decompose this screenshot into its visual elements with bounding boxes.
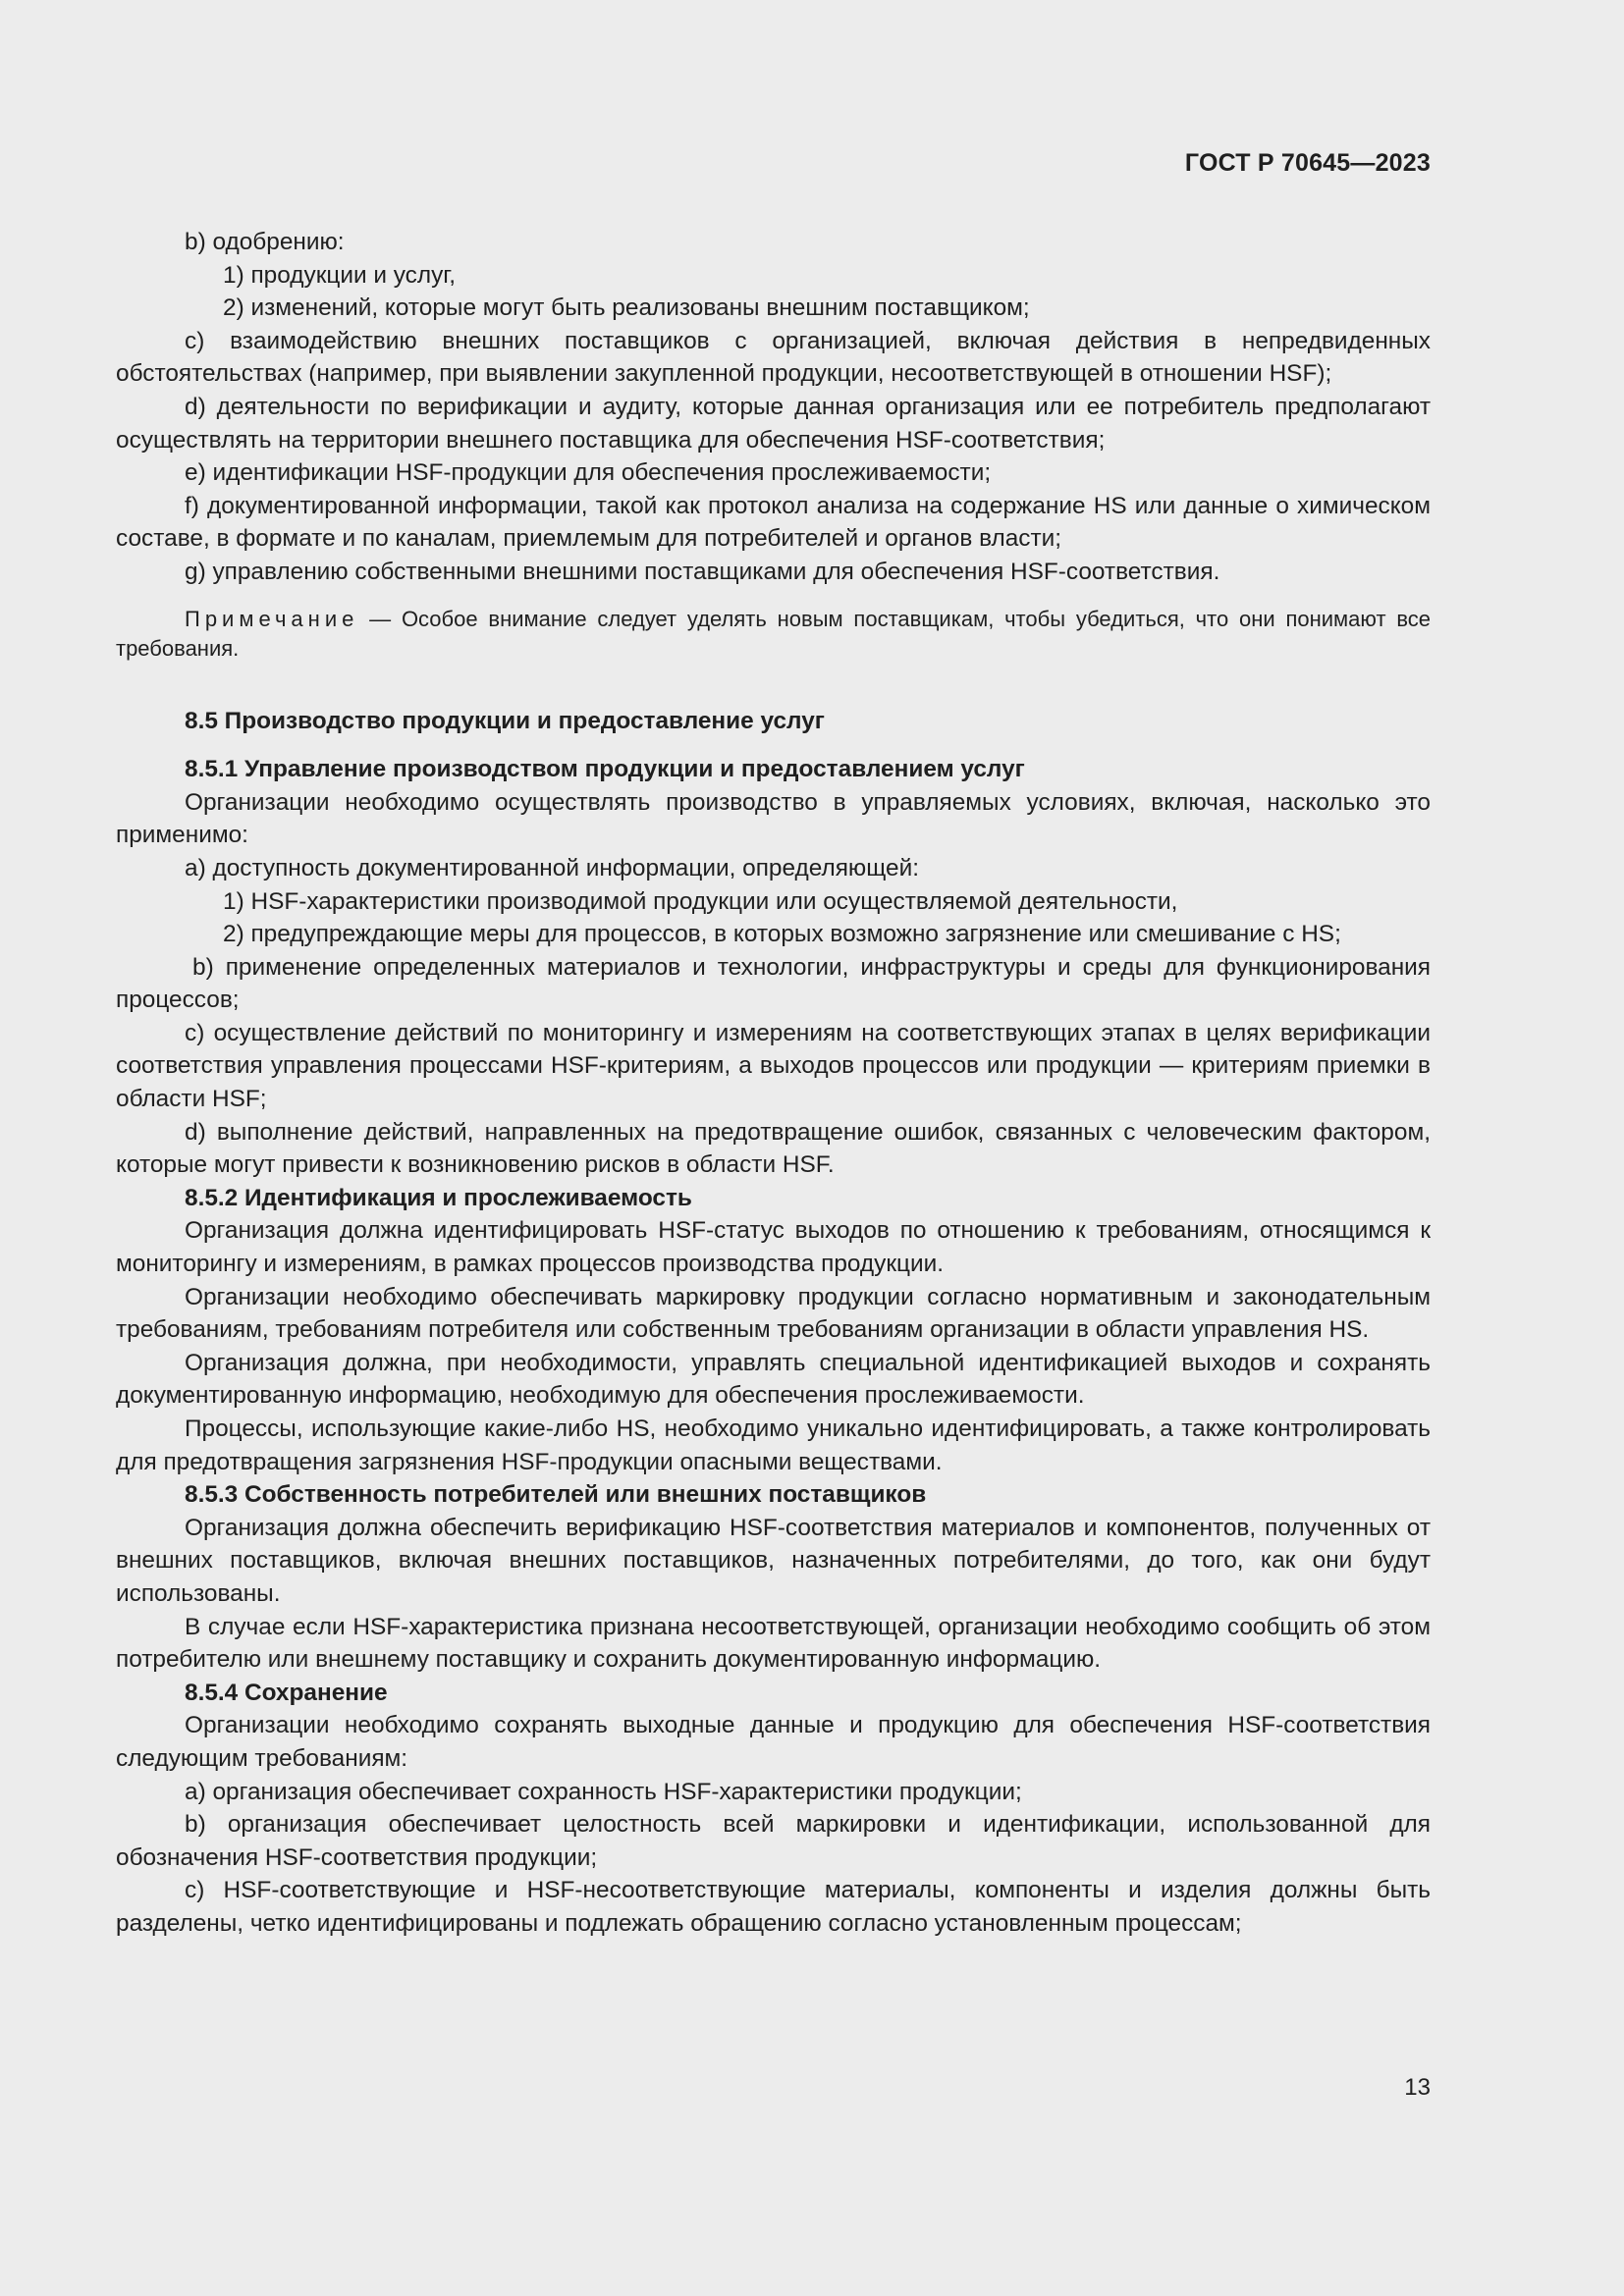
note-text: — Особое внимание следует уделять новым поставщикам, чтобы убедиться, что они понимают все требования.	[116, 606, 1431, 661]
paragraph: a) организация обеспечивает сохранность HSF-характеристики продукции;	[185, 1778, 1022, 1805]
paragraph: b) организация обеспечивает целостность всей маркировки и идентификации, использованной для обозначения HSF-соответствия продукции;	[116, 1811, 1431, 1871]
subsection-heading: 8.5.3 Собственность потребителей или внешних поставщиков	[185, 1481, 927, 1509]
paragraph: c) взаимодействию внешних поставщиков с организацией, включая действия в непредвиденных обстоятельствах (например, при выявлении закупленной продукции, несоответствующей в отношении HSF);	[116, 327, 1431, 388]
section-heading: 8.5 Производство продукции и предоставление услуг	[185, 707, 825, 734]
paragraph: f) документированной информации, такой как протокол анализа на содержание HS или данные о химическом составе, в формате и по каналам, приемлемым для потребителей и органов власти;	[116, 492, 1431, 553]
paragraph: Организации необходимо обеспечивать маркировку продукции согласно нормативным и законодательным требованиям, требованиям потребителя или собственным требованиям организации в области управления HS.	[116, 1283, 1431, 1344]
paragraph: d) выполнение действий, направленных на предотвращение ошибок, связанных с человеческим фактором, которые могут привести к возникновению рисков в области HSF.	[116, 1118, 1431, 1179]
document-header: ГОСТ Р 70645—2023	[1184, 149, 1431, 177]
subsection-heading: 8.5.2 Идентификация и прослеживаемость	[185, 1184, 692, 1211]
paragraph: Организация должна, при необходимости, управлять специальной идентификацией выходов и сохранять документированную информацию, необходимую для обеспечения прослеживаемости.	[116, 1349, 1431, 1410]
page-number: 13	[1404, 2074, 1431, 2101]
paragraph: Процессы, использующие какие-либо HS, необходимо уникально идентифицировать, а также контролировать для предотвращения загрязнения HSF-продукции опасными веществами.	[116, 1415, 1431, 1475]
paragraph: Организация должна обеспечить верификацию HSF-соответствия материалов и компонентов, полученных от внешних поставщиков, включая внешних поставщиков, назначенных потребителями, до того, как они будут использованы.	[116, 1514, 1431, 1607]
paragraph: Организация должна идентифицировать HSF-статус выходов по отношению к требованиям, относящимся к мониторингу и измерениям, в рамках процессов производства продукции.	[116, 1217, 1431, 1278]
paragraph: d) деятельности по верификации и аудиту, которые данная организация или ее потребитель предполагают осуществлять на территории внешнего поставщика для обеспечения HSF-соответствия;	[116, 393, 1431, 454]
subsection-heading: 8.5.1 Управление производством продукции и предоставлением услуг	[185, 756, 1025, 783]
note-label: Примечание	[185, 606, 359, 631]
note	[116, 605, 1431, 664]
paragraph: 1) HSF-характеристики производимой продукции или осуществляемой деятельности,	[223, 887, 1178, 915]
paragraph: Организации необходимо сохранять выходные данные и продукцию для обеспечения HSF-соответствия следующим требованиям:	[116, 1712, 1431, 1772]
document-body	[116, 226, 1431, 1941]
paragraph: 2) предупреждающие меры для процессов, в которых возможно загрязнение или смешивание с HS;	[223, 921, 1341, 948]
paragraph: e) идентификации HSF-продукции для обеспечения прослеживаемости;	[185, 459, 992, 487]
paragraph: a) доступность документированной информации, определяющей:	[185, 854, 919, 881]
paragraph: c) осуществление действий по мониторингу и измерениям на соответствующих этапах в целях верификации соответствия управления процессами HSF-критериям, а выходов процессов или продукции — критериям приемки в области HSF;	[116, 1019, 1431, 1113]
paragraph: 2) изменений, которые могут быть реализованы внешним поставщиком;	[223, 294, 1030, 322]
paragraph: 1) продукции и услуг,	[223, 261, 456, 289]
paragraph: c) HSF-соответствующие и HSF-несоответствующие материалы, компоненты и изделия должны быть разделены, четко идентифицированы и подлежать обращению согласно установленным процессам;	[116, 1877, 1431, 1937]
paragraph: Организации необходимо осуществлять производство в управляемых условиях, включая, насколько это применимо:	[116, 788, 1431, 849]
paragraph: g) управлению собственными внешними поставщиками для обеспечения HSF-соответствия.	[185, 558, 1220, 585]
paragraph: В случае если HSF-характеристика признана несоответствующей, организации необходимо сообщить об этом потребителю или внешнему поставщику и сохранить документированную информацию.	[116, 1613, 1431, 1674]
subsection-heading: 8.5.4 Сохранение	[185, 1679, 388, 1706]
paragraph: b) одобрению:	[185, 229, 345, 255]
paragraph: b) применение определенных материалов и технологии, инфраструктуры и среды для функционирования процессов;	[116, 953, 1431, 1014]
